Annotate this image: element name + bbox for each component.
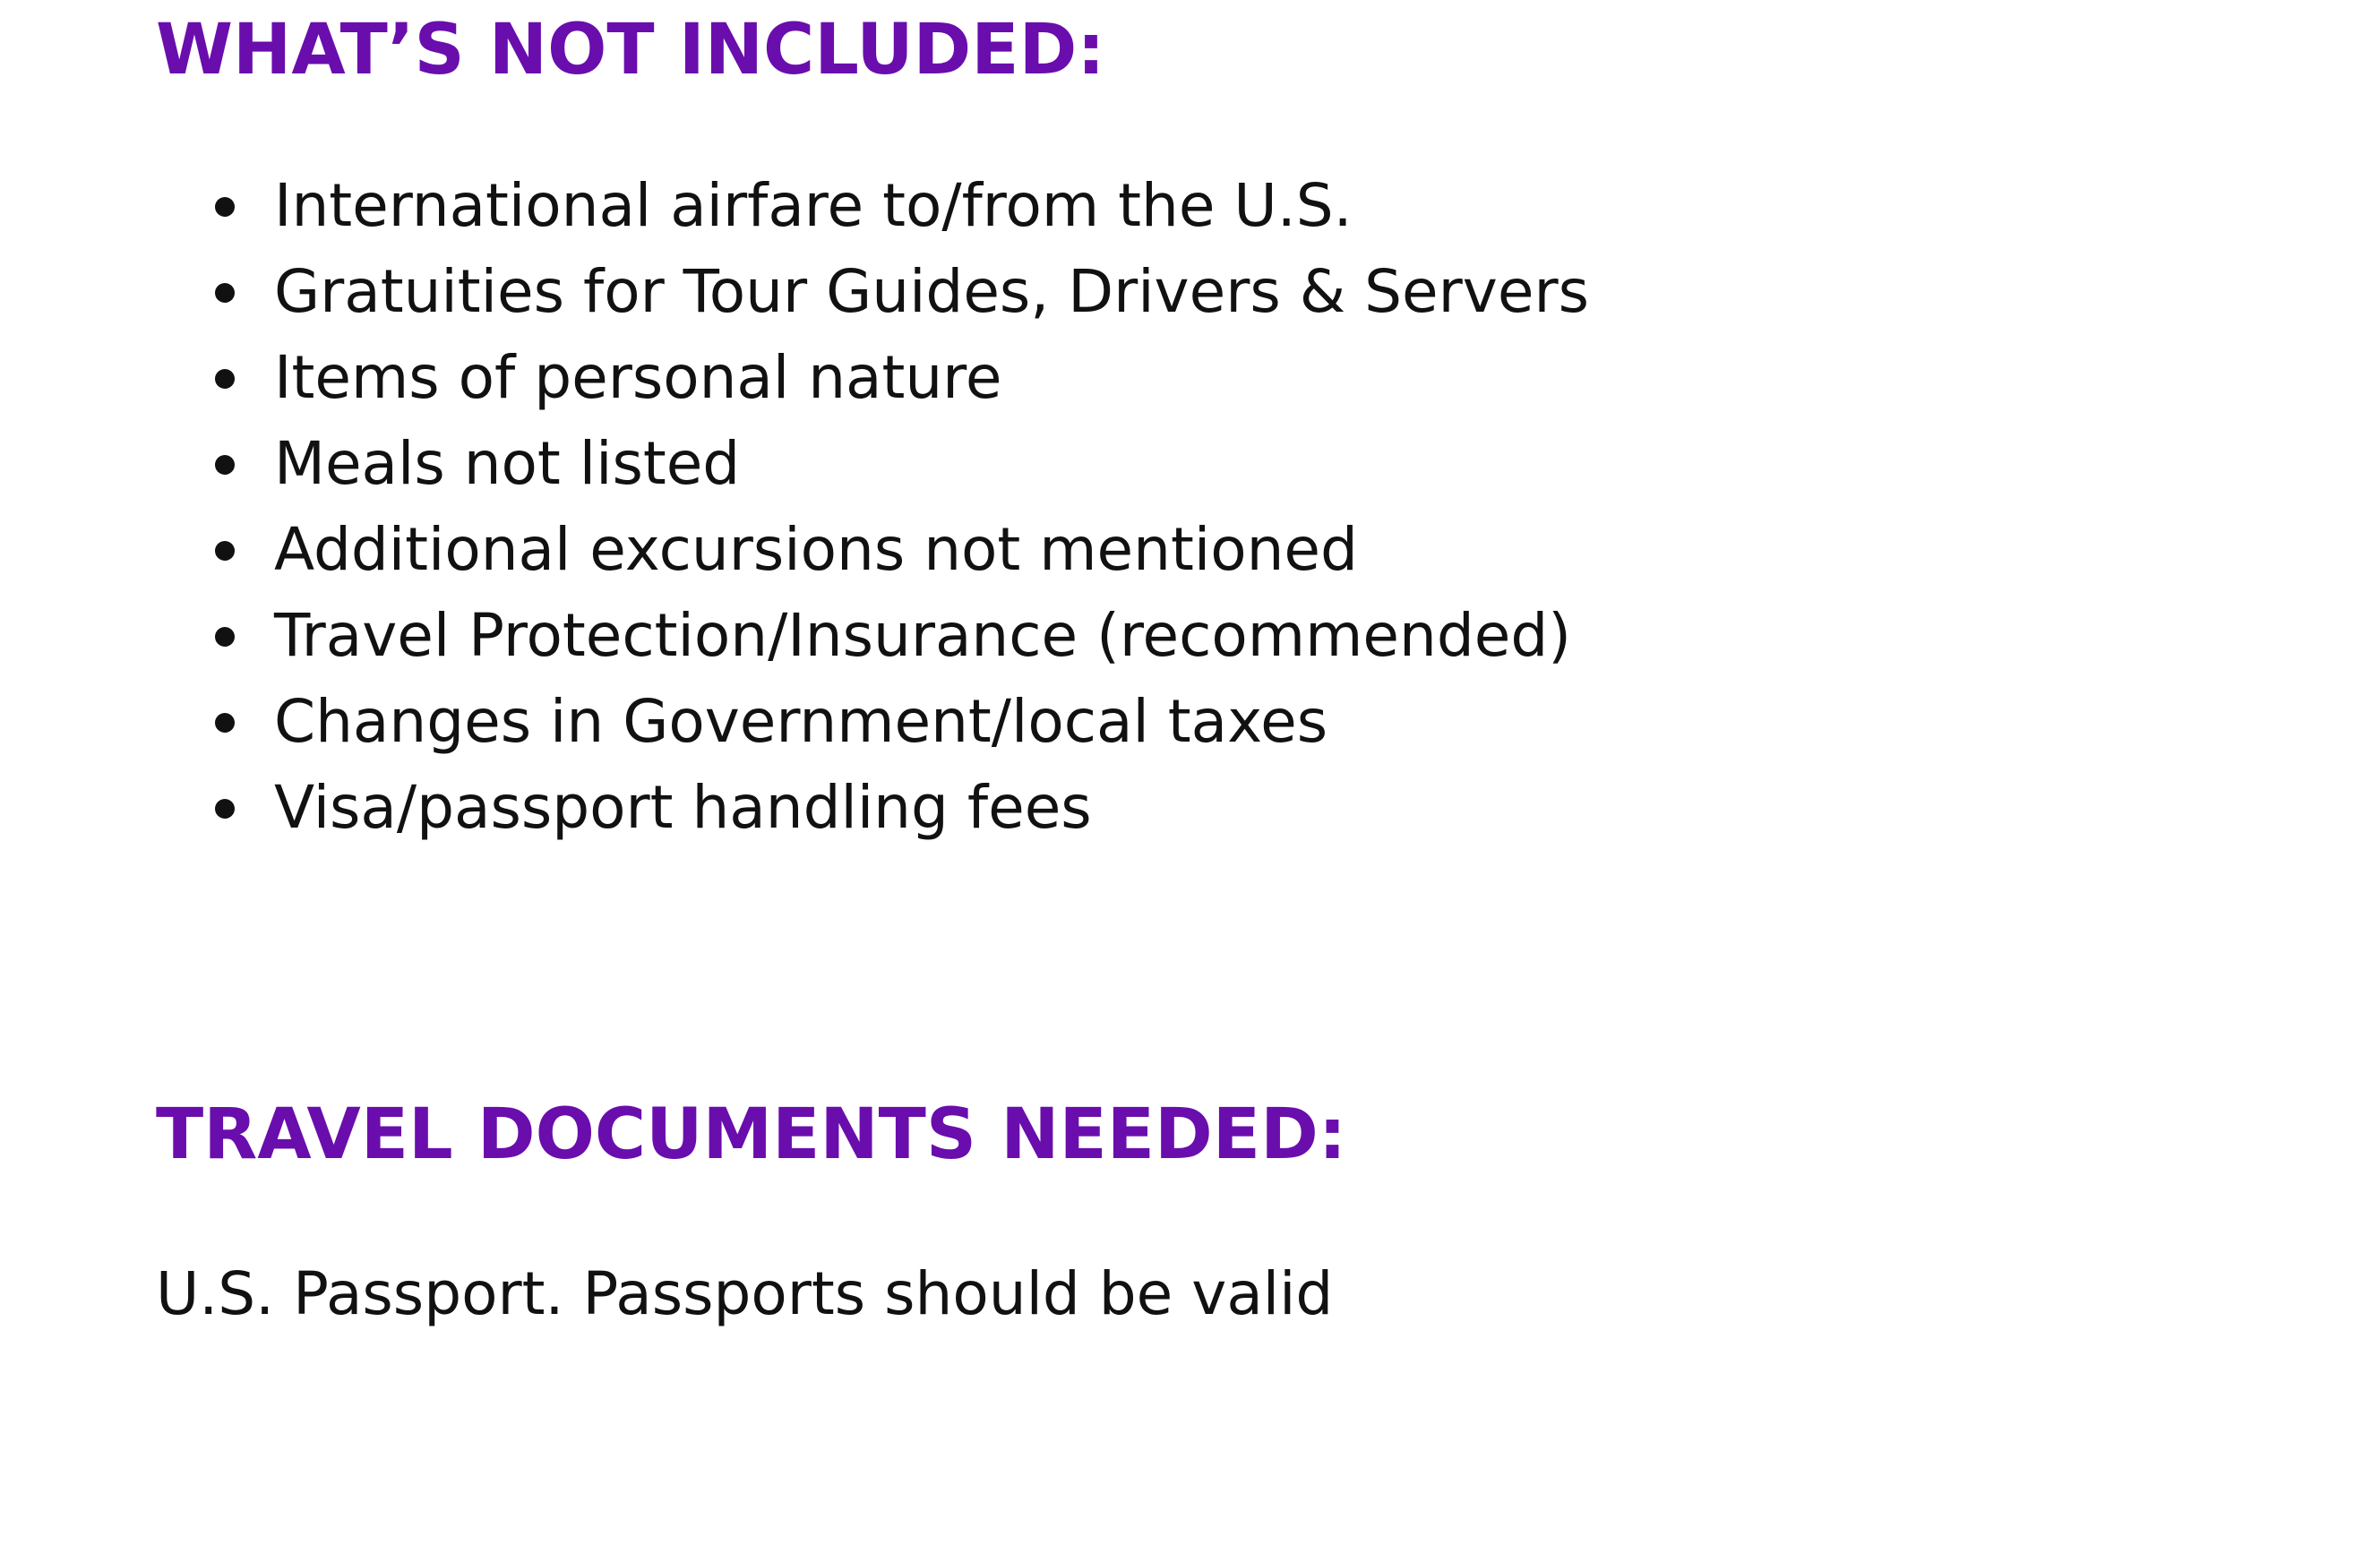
bullet-icon — [215, 369, 235, 389]
list-item-text: Gratuities for Tour Guides, Drivers & Servers — [274, 257, 1589, 326]
bullet-icon — [215, 627, 235, 647]
bullet-icon — [215, 455, 235, 475]
list-item — [206, 679, 1589, 765]
list-item — [206, 249, 1589, 335]
bullet-icon — [215, 713, 235, 733]
travel-documents-text: U.S. Passport. Passports should be valid — [156, 1259, 1334, 1328]
list-item-text: Visa/passport handling fees — [274, 773, 1092, 842]
list-item — [206, 593, 1589, 679]
list-item-text: Travel Protection/Insurance (recommended) — [274, 601, 1571, 670]
bullet-icon — [215, 541, 235, 561]
travel-documents-heading: TRAVEL DOCUMENTS NEEDED: — [156, 1094, 1347, 1175]
list-item-text: Meals not listed — [274, 429, 741, 498]
list-item — [206, 507, 1589, 593]
not-included-heading: WHAT’S NOT INCLUDED: — [156, 10, 1105, 90]
list-item — [206, 421, 1589, 507]
list-item-text: International airfare to/from the U.S. — [274, 171, 1353, 240]
list-item-text: Items of personal nature — [274, 343, 1002, 412]
list-item — [206, 163, 1589, 249]
list-item — [206, 335, 1589, 421]
bullet-icon — [215, 283, 235, 303]
bullet-icon — [215, 799, 235, 819]
bullet-icon — [215, 197, 235, 217]
list-item-text: Changes in Government/local taxes — [274, 687, 1328, 756]
list-item-text: Additional excursions not mentioned — [274, 515, 1358, 584]
not-included-list — [206, 163, 1589, 851]
list-item — [206, 765, 1589, 851]
